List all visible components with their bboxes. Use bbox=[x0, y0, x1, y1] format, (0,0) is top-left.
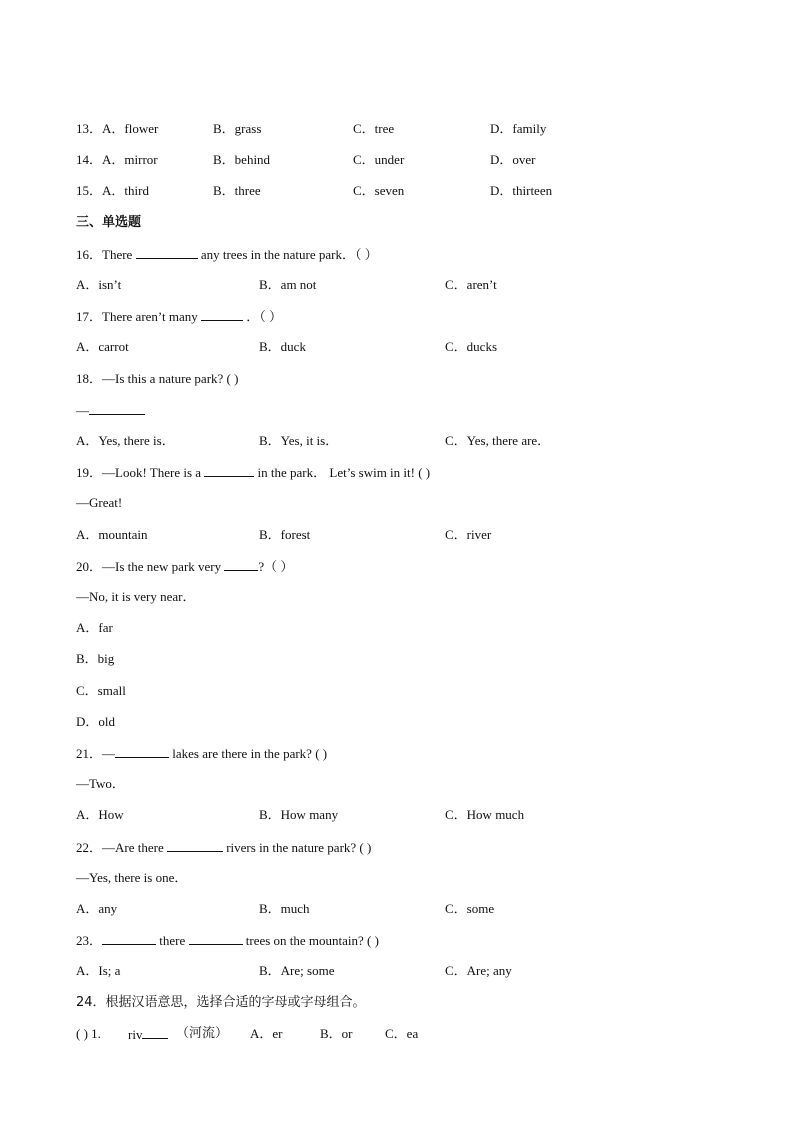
option-b: B．How many bbox=[259, 807, 339, 822]
section-heading: 三、单选题 bbox=[76, 215, 142, 230]
question-18: 18．—Is this a nature park? ( ) bbox=[76, 371, 239, 386]
answer-blank bbox=[224, 558, 258, 571]
option-c: C．some bbox=[445, 901, 495, 916]
option-d: D．family bbox=[490, 121, 547, 136]
option-a: A．any bbox=[76, 901, 118, 916]
question-22: 22．—Are there rivers in the nature park? ( ) bbox=[76, 840, 372, 855]
answer-line: — bbox=[76, 402, 145, 419]
reply-line: —Two． bbox=[76, 776, 125, 791]
question-20: 20．—Is the new park very ?（ ） bbox=[76, 559, 294, 574]
option-a: A．How bbox=[76, 807, 124, 822]
option-b: B．Are; some bbox=[259, 963, 335, 978]
answer-blank bbox=[201, 308, 243, 321]
question-13 bbox=[76, 121, 158, 137]
option-c: C．ducks bbox=[445, 339, 498, 354]
option-c: C．Are; any bbox=[445, 963, 512, 978]
answer-blank bbox=[142, 1026, 168, 1039]
option-a: A．flower bbox=[102, 121, 159, 136]
question-number: 13． bbox=[76, 121, 103, 136]
sub-question-1: ( ) 1. bbox=[76, 1026, 101, 1041]
option-d: D．thirteen bbox=[490, 183, 553, 198]
question-19: 19．—Look! There is a in the park． Let’s swim in it! ( ) bbox=[76, 465, 431, 480]
option-a: A．far bbox=[76, 620, 113, 635]
option-d: D．over bbox=[490, 152, 536, 167]
option-b: B．forest bbox=[259, 527, 311, 542]
question-24: 24．根据汉语意思，选择合适的字母或字母组合。 bbox=[76, 995, 366, 1010]
question-number: 15． bbox=[76, 183, 103, 198]
option-b: B．grass bbox=[213, 121, 262, 136]
question-23: 23． there trees on the mountain? ( ) bbox=[76, 933, 379, 948]
option-c: C．seven bbox=[353, 183, 405, 198]
reply-line: —Great! bbox=[76, 495, 123, 510]
chinese-hint: （河流） bbox=[176, 1026, 229, 1041]
option-a: A．third bbox=[102, 183, 149, 198]
option-b: B．am not bbox=[259, 277, 317, 292]
option-a: A．carrot bbox=[76, 339, 129, 354]
answer-blank bbox=[167, 839, 223, 852]
reply-line: —No, it is very near． bbox=[76, 589, 196, 604]
option-c: C．aren’t bbox=[445, 277, 497, 292]
answer-blank bbox=[189, 932, 243, 945]
answer-blank bbox=[204, 464, 254, 477]
question-number: 14． bbox=[76, 152, 103, 167]
option-a: A．Yes, there is． bbox=[76, 433, 175, 448]
option-b: B．three bbox=[213, 183, 261, 198]
option-c: C．Yes, there are． bbox=[445, 433, 551, 448]
question-21: 21．— lakes are there in the park? ( ) bbox=[76, 746, 328, 761]
option-a: A．mirror bbox=[102, 152, 158, 167]
option-b: B．behind bbox=[213, 152, 271, 167]
question-17: 17．There aren’t many ．（ ） bbox=[76, 309, 283, 324]
option-c: C．river bbox=[445, 527, 492, 542]
answer-blank bbox=[136, 246, 198, 259]
option-d: D．old bbox=[76, 714, 116, 729]
answer-blank bbox=[102, 932, 156, 945]
option-a: A．mountain bbox=[76, 527, 148, 542]
answer-blank bbox=[115, 745, 169, 758]
option-a: A．er bbox=[250, 1026, 283, 1041]
option-c: C．small bbox=[76, 683, 126, 698]
option-b: B．Yes, it is． bbox=[259, 433, 339, 448]
option-b: B．big bbox=[76, 651, 115, 666]
option-a: A．Is; a bbox=[76, 963, 121, 978]
reply-line: —Yes, there is one． bbox=[76, 870, 188, 885]
answer-blank bbox=[89, 402, 145, 415]
question-16: 16．There any trees in the nature park．（ ） bbox=[76, 247, 378, 262]
question-15 bbox=[76, 183, 149, 199]
option-c: C．ea bbox=[385, 1026, 419, 1041]
option-b: B．much bbox=[259, 901, 310, 916]
word-with-blank: riv bbox=[128, 1026, 168, 1043]
option-c: C．How much bbox=[445, 807, 525, 822]
option-b: B．duck bbox=[259, 339, 306, 354]
question-14 bbox=[76, 152, 158, 168]
option-b: B．or bbox=[320, 1026, 353, 1041]
option-c: C．under bbox=[353, 152, 405, 167]
option-c: C．tree bbox=[353, 121, 395, 136]
option-a: A．isn’t bbox=[76, 277, 122, 292]
